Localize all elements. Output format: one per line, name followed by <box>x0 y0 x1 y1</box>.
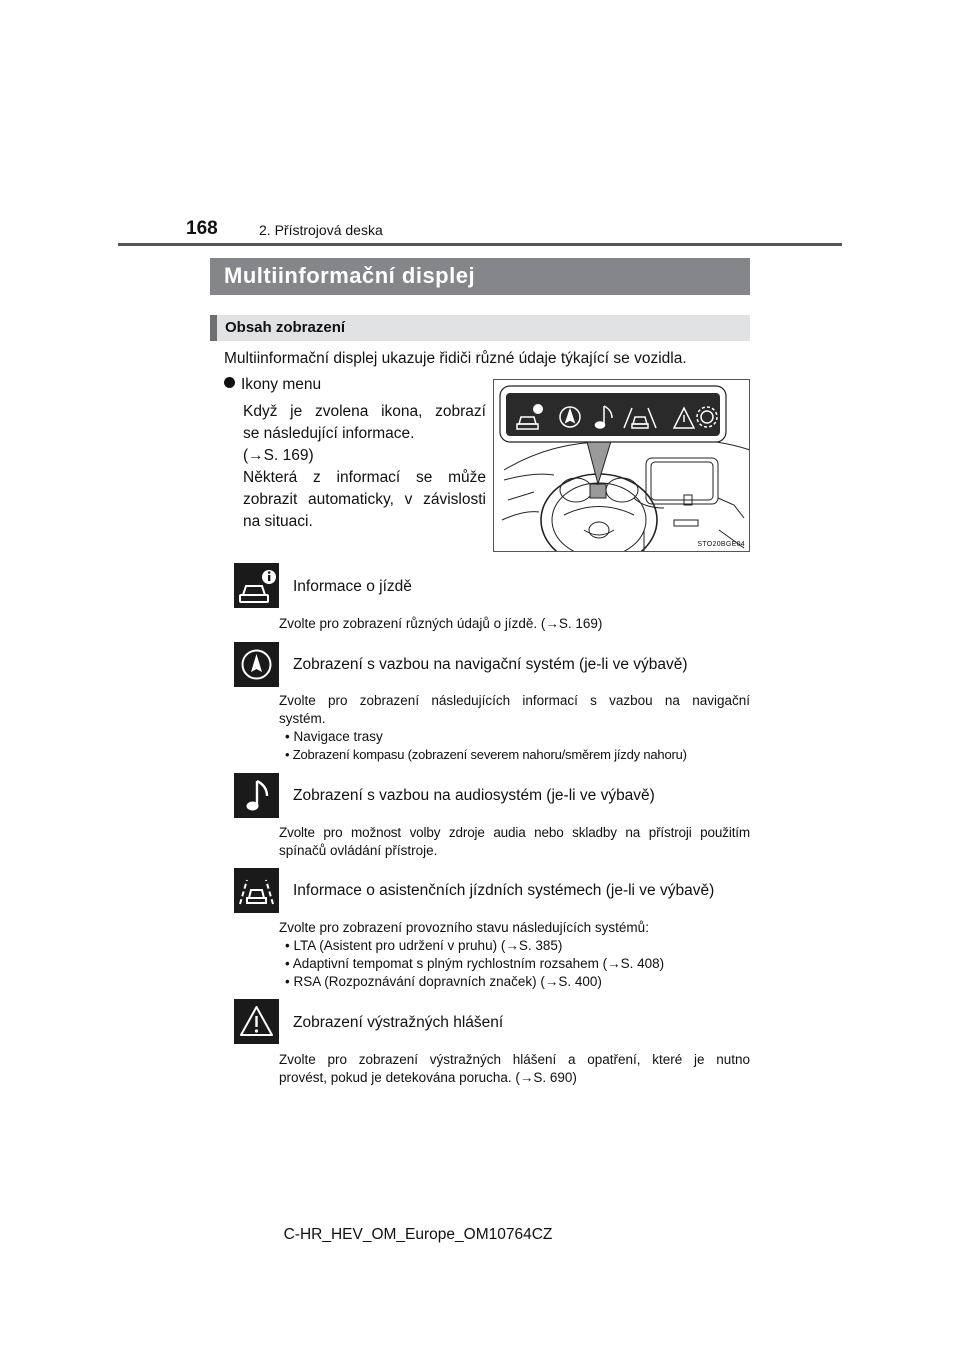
dashboard-drawing <box>494 380 750 552</box>
item-desc-line: Zvolte pro zobrazení provozního stavu následujících systémů: <box>279 920 649 935</box>
item-desc-warning <box>279 1051 750 1087</box>
item-subitem: • Navigace trasy <box>285 729 383 744</box>
item-desc-driving-info <box>279 615 750 633</box>
item-desc-line: Zvolte pro možnost volby zdroje audia nebo skladby na přístroji použitím <box>279 825 750 840</box>
item-desc-driving-assist <box>279 919 750 991</box>
item-desc-line: Zvolte pro zobrazení výstražných hlášení a opatření, které je nutno <box>279 1052 750 1067</box>
item-subitem: • RSA (Rozpoznávání dopravních značek) (→S. 400) <box>285 974 602 989</box>
item-title-navigation: Zobrazení s vazbou na navigační systém (je-li ve výbavě) <box>293 656 688 673</box>
dashboard-illustration <box>493 379 750 552</box>
warning-icon <box>234 999 279 1044</box>
menu-line: na situaci. <box>243 513 313 530</box>
section-title: Multiinformační displej <box>224 263 476 288</box>
item-desc-line: Zvolte pro zobrazení různých údajů o jízdě. (→S. 169) <box>279 616 603 631</box>
intro-text: Multiinformační displej ukazuje řidiči různé údaje týkající se vozidla. <box>224 350 687 367</box>
menu-description <box>243 401 486 533</box>
section-title-bar <box>210 258 750 295</box>
item-title-driving-info: Informace o jízdě <box>293 578 412 595</box>
item-desc-line: systém. <box>279 711 326 726</box>
item-subitem: • Zobrazení kompasu (zobrazení severem nahoru/směrem jízdy nahoru) <box>285 747 687 762</box>
item-title-audio: Zobrazení s vazbou na audiosystém (je-li ve výbavě) <box>293 787 655 804</box>
menu-line: Některá z informací se může <box>243 469 486 486</box>
navigation-icon <box>234 642 279 687</box>
subsection-title: Obsah zobrazení <box>225 319 346 336</box>
menu-line: zobrazit automaticky, v závislosti <box>243 491 486 508</box>
menu-line: (→S. 169) <box>243 447 314 464</box>
item-subitem: • Adaptivní tempomat s plným rychlostním rozsahem (→S. 408) <box>285 956 665 971</box>
item-desc-line: provést, pokud je detekována porucha. (→S. 690) <box>279 1070 577 1085</box>
menu-bullet <box>224 376 321 394</box>
item-subitem: • LTA (Asistent pro udržení v pruhu) (→S. 385) <box>285 938 563 953</box>
subsection-title-bar <box>210 315 750 341</box>
item-desc-line: spínačů ovládání přístroje. <box>279 843 438 858</box>
header-divider <box>118 243 842 246</box>
item-title-warning: Zobrazení výstražných hlášení <box>293 1014 504 1031</box>
figure-code: STO20BGE04 <box>697 541 745 548</box>
bullet-dot <box>224 377 235 388</box>
menu-line: se následující informace. <box>243 425 415 442</box>
item-desc-audio <box>279 824 750 860</box>
item-title-driving-assist: Informace o asistenčních jízdních systémech (je-li ve výbavě) <box>293 882 715 899</box>
chapter-title: 2. Přístrojová deska <box>259 222 383 238</box>
item-desc-line: Zvolte pro zobrazení následujících informací s vazbou na navigační <box>279 693 750 708</box>
car-info-icon <box>234 563 279 608</box>
page-number: 168 <box>186 218 218 239</box>
driving-assist-icon <box>234 868 279 913</box>
menu-bullet-label: Ikony menu <box>241 376 322 393</box>
footer <box>0 1226 960 1244</box>
music-note-icon <box>234 773 279 818</box>
menu-line: Když je zvolena ikona, zobrazí <box>243 403 486 420</box>
document-code: C-HR_HEV_OM_Europe_OM10764CZ <box>283 1226 553 1243</box>
item-desc-navigation <box>279 692 750 764</box>
